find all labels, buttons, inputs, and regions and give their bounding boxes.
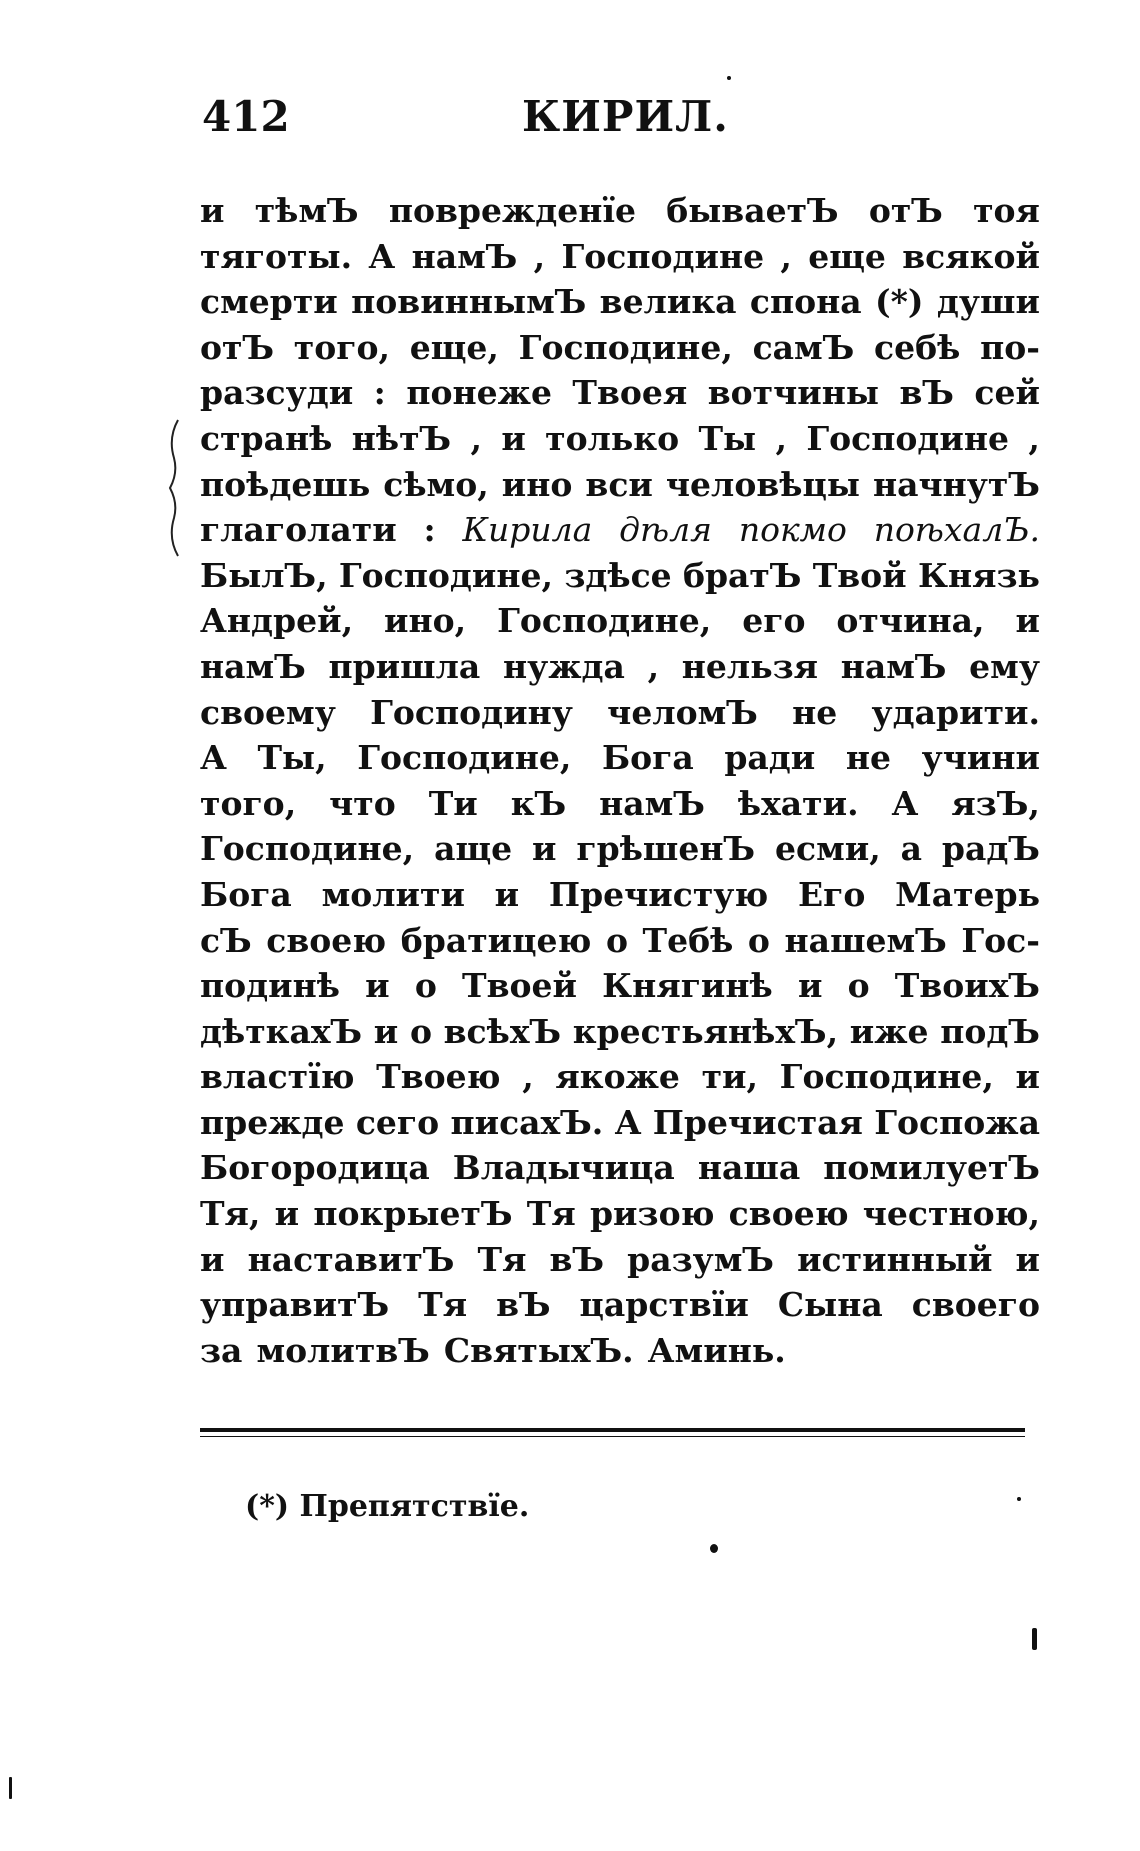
text-line [200, 1282, 1040, 1328]
word: Господине [561, 236, 765, 276]
word: А [891, 783, 919, 823]
word: отЪ [200, 327, 275, 367]
word: Господине, [357, 738, 572, 778]
word: Андрей, [200, 601, 354, 641]
word: сѣмо, [383, 464, 489, 504]
word: отчина, [836, 601, 985, 641]
word: о [409, 1011, 432, 1051]
word: и [200, 191, 225, 230]
word: кЪ [510, 783, 567, 823]
word: намЪ [599, 783, 705, 823]
word: странѣ [200, 418, 333, 458]
word: того, [200, 783, 297, 823]
text-line [200, 1191, 1040, 1237]
word: ѣхати. [737, 783, 859, 823]
word: писахЪ. [450, 1102, 604, 1142]
word: аще [434, 829, 513, 869]
word: нашемЪ [784, 920, 947, 960]
text-line [200, 1100, 1040, 1146]
word: А [368, 236, 396, 276]
word: ти, [701, 1057, 758, 1097]
text-line [200, 1328, 1040, 1374]
word: братЪ [682, 555, 802, 595]
word: разумЪ [627, 1239, 774, 1279]
word: только [545, 418, 680, 458]
word: , [1028, 418, 1040, 458]
text-line [200, 872, 1040, 918]
word: Гос- [961, 920, 1040, 960]
word: что [329, 783, 396, 823]
word: глаголати [200, 510, 397, 550]
word: намЪ [411, 236, 518, 276]
word: Твоею [376, 1057, 501, 1097]
ink-speck [710, 1544, 718, 1553]
footnote-text: Препятствїе. [299, 1489, 530, 1524]
word: вси [585, 464, 653, 504]
word: помилуетЪ [823, 1148, 1040, 1188]
word: Госпожа [874, 1102, 1040, 1142]
word: здѣсе [564, 555, 672, 595]
word: того, [293, 327, 390, 367]
text-line [200, 918, 1040, 964]
word: тоя [973, 191, 1040, 230]
word: учини [921, 738, 1040, 778]
word: и [274, 1194, 300, 1234]
word: понеже [406, 373, 552, 413]
italic-word: дѣля [619, 510, 713, 550]
word: , [775, 418, 787, 458]
word: честною, [862, 1194, 1040, 1234]
text-line [200, 1145, 1040, 1191]
word: молитвЪ [256, 1330, 430, 1370]
word: о [847, 966, 870, 1006]
word: подЪ [940, 1011, 1040, 1051]
text-line [200, 234, 1040, 280]
word: ризою [589, 1194, 715, 1234]
word: спона [749, 282, 862, 322]
word: человѣцы [665, 464, 860, 504]
word: вотчины [707, 373, 879, 413]
word: и [1015, 1239, 1040, 1279]
word: , [533, 236, 546, 276]
word: Сына [777, 1285, 883, 1325]
word: Князь [917, 555, 1040, 595]
text-line [200, 644, 1040, 690]
word: намЪ [840, 646, 947, 686]
italic-word: Кирила [462, 510, 593, 550]
ink-speck [1032, 1628, 1037, 1650]
text-line [200, 507, 1040, 553]
word: грѣшенЪ [576, 829, 756, 869]
italic-word: покмо [738, 510, 847, 550]
word: поѣдешь [200, 464, 371, 504]
word: не [845, 738, 892, 778]
word: сего [355, 1102, 440, 1142]
running-head: КИРИЛ. [522, 92, 729, 141]
italic-word: поѣхалЪ. [873, 510, 1040, 550]
footnote-rule-thin [200, 1436, 1025, 1437]
word: Владычица [452, 1148, 675, 1188]
word: челомЪ [607, 692, 758, 732]
text-line [200, 279, 1040, 325]
word: Тя [418, 1285, 468, 1325]
word: Аминь. [647, 1330, 786, 1370]
word: СвятыхЪ. [443, 1330, 634, 1370]
word: Господине [806, 418, 1010, 458]
text-line [200, 1009, 1040, 1055]
word: прежде [200, 1102, 345, 1142]
word: Тебѣ [642, 920, 734, 960]
word: Ти [428, 783, 478, 823]
text-line [200, 462, 1040, 508]
word: : [373, 373, 386, 413]
word: Господине, [200, 829, 415, 869]
word: а [900, 829, 923, 869]
word: поврежденїе [388, 191, 636, 230]
word: Бога [601, 738, 694, 778]
word: намЪ [200, 646, 306, 686]
word: Господине, [497, 601, 712, 641]
word: Господине, [338, 555, 554, 595]
word: всѣхЪ [443, 1011, 562, 1051]
word: сЪ [200, 920, 252, 960]
word: всякой [902, 236, 1040, 276]
word: якоже [555, 1057, 680, 1097]
word: нѣтЪ [351, 418, 452, 458]
word: сей [974, 373, 1040, 413]
word: БылЪ, [200, 555, 328, 595]
ink-speck [1017, 1497, 1021, 1501]
text-line [200, 188, 1040, 234]
ink-speck [727, 76, 731, 80]
word: вЪ [549, 1239, 605, 1279]
word: властїю [200, 1057, 355, 1097]
word: Его [798, 874, 866, 914]
word: Богородица [200, 1148, 430, 1188]
word: радЪ [941, 829, 1040, 869]
word: пришла [328, 646, 481, 686]
word: его [742, 601, 806, 641]
word: братицею [400, 920, 592, 960]
word: покрыетЪ [313, 1194, 513, 1234]
word: язЪ, [951, 783, 1040, 823]
word: нельзя [681, 646, 819, 686]
word: подинѣ [200, 966, 340, 1006]
word: управитЪ [200, 1285, 390, 1325]
word: по- [980, 327, 1040, 367]
word: молити [321, 874, 465, 914]
word: тяготы. [200, 236, 353, 276]
word: дѣткахЪ [200, 1011, 363, 1051]
word: ради [724, 738, 816, 778]
word: Ты [698, 418, 757, 458]
word: Тя [477, 1239, 527, 1279]
word: души [936, 282, 1040, 322]
word: и [365, 966, 390, 1006]
word: есми, [775, 829, 881, 869]
word: о [747, 920, 770, 960]
word: ему [969, 646, 1040, 686]
word: велика [599, 282, 737, 322]
word: А [614, 1102, 642, 1142]
word: иже [849, 1011, 929, 1051]
footnote-marker: (*) [245, 1489, 290, 1524]
word: Тя, [200, 1194, 261, 1234]
text-line [200, 690, 1040, 736]
word: своего [911, 1285, 1040, 1325]
text-line [200, 1237, 1040, 1283]
word: Твоея [572, 373, 688, 413]
word: А [200, 738, 227, 778]
word: за [200, 1330, 243, 1370]
text-line [200, 781, 1040, 827]
word: крестьянѣхЪ, [572, 1011, 839, 1051]
footnote-rule [200, 1428, 1025, 1432]
word: и [532, 829, 557, 869]
word: разсуди [200, 373, 354, 413]
word: : [423, 510, 436, 550]
word: Твой [812, 555, 907, 595]
word: , [647, 646, 660, 686]
word: , [780, 236, 792, 276]
word: наша [697, 1148, 801, 1188]
word: отЪ [868, 191, 943, 230]
word: о [605, 920, 628, 960]
word: смерти [200, 282, 338, 322]
word: еще, [409, 327, 499, 367]
word: Господине, [779, 1057, 994, 1097]
word: тѣмЪ [254, 191, 359, 230]
word: Пречистую [548, 874, 769, 914]
word: и [797, 966, 823, 1006]
word: Ты, [257, 738, 327, 778]
word: бываетЪ [666, 191, 839, 230]
word: себѣ [874, 327, 961, 367]
word: и [494, 874, 520, 914]
text-line [200, 370, 1040, 416]
word: и [1015, 1057, 1040, 1097]
word: , [522, 1057, 534, 1097]
word: , [470, 418, 482, 458]
word: ино [501, 464, 573, 504]
margin-bracket-mark [166, 418, 180, 558]
word: нужда [502, 646, 625, 686]
word: не [792, 692, 838, 732]
word: ТвоихЪ [894, 966, 1040, 1006]
word: наставитЪ [247, 1239, 455, 1279]
word: Матерь [895, 874, 1040, 914]
footnote [245, 1489, 529, 1524]
word: царствїи [579, 1285, 749, 1325]
text-line [200, 598, 1040, 644]
word: истинный [797, 1239, 993, 1279]
word: и [373, 1011, 399, 1051]
text-line [200, 553, 1040, 599]
word: Бога [200, 874, 292, 914]
text-line [200, 416, 1040, 462]
text-line [200, 325, 1040, 371]
text-line [200, 735, 1040, 781]
word: ино, [384, 601, 467, 641]
body-text [200, 188, 1040, 1373]
page-number: 412 [202, 92, 290, 141]
word: Пречистая [652, 1102, 863, 1142]
text-line [200, 826, 1040, 872]
word: повиннымЪ [351, 282, 587, 322]
word: начнутЪ [872, 464, 1040, 504]
word: Господину [370, 692, 573, 732]
word: Господине, [518, 327, 733, 367]
word: еще [808, 236, 886, 276]
text-line [200, 963, 1040, 1009]
word: самЪ [752, 327, 855, 367]
word: Тя [526, 1194, 576, 1234]
text-line [200, 1054, 1040, 1100]
word: и [501, 418, 526, 458]
word: о [414, 966, 437, 1006]
word: и [1015, 601, 1040, 641]
word: Твоей [462, 966, 577, 1006]
word: и [200, 1239, 225, 1279]
word: вЪ [496, 1285, 551, 1325]
word: своею [266, 920, 387, 960]
ink-speck [9, 1777, 12, 1799]
word: своею [728, 1194, 849, 1234]
footnote-reference: (*) [875, 282, 924, 322]
word: своему [200, 692, 336, 732]
word: вЪ [899, 373, 954, 413]
word: Княгинѣ [602, 966, 773, 1006]
word: ударити. [871, 692, 1040, 732]
